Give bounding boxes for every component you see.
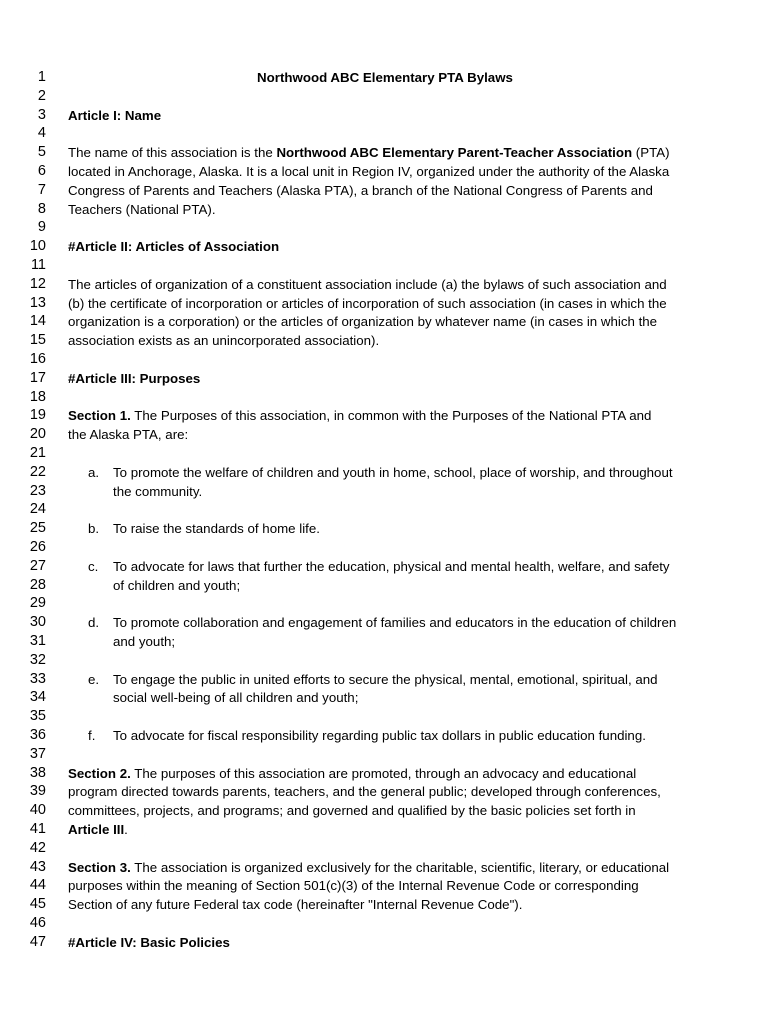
line-number: 39 [29,783,46,800]
line-17 [0,370,770,389]
article-1-heading: Article I: Name [68,107,162,123]
line-number: 26 [29,539,46,555]
line-number: 6 [37,163,46,179]
line-number: 38 [29,764,46,781]
line-37 [0,746,770,765]
document-title: Northwood ABC Elementary PTA Bylaws [257,70,513,85]
line-31 [0,633,770,652]
line-number: 34 [29,689,46,706]
line-18 [0,389,770,408]
line-26 [0,539,770,558]
line-number: 31 [29,633,46,649]
line-30 [0,614,770,633]
list-item: To promote collaboration and engagement of families and educators in the education of children [113,615,677,631]
line-number: 24 [29,501,46,518]
line-42 [0,840,770,859]
line-number: 7 [37,181,46,198]
line-16 [0,351,770,370]
line-36 [0,727,770,746]
line-11 [0,257,770,276]
line-29 [0,595,770,614]
list-marker: a. [88,464,100,480]
list-item: of children and youth; [113,577,241,593]
line-number: 40 [29,802,46,819]
article-2-text: (b) the certificate of incorporation or articles of incorporation of such association (in cases in which the [68,295,667,311]
line-20 [0,426,770,445]
line-number: 45 [29,896,46,913]
line-46 [0,915,770,934]
section-2-text: program directed towards parents, teachers, and the general public; developed through conferences, [68,784,661,800]
line-27 [0,558,770,577]
line-23 [0,483,770,502]
line-2 [0,88,770,107]
line-number: 37 [29,745,46,762]
line-39 [0,783,770,802]
line-number: 12 [29,275,46,292]
line-number: 42 [29,839,46,856]
line-22 [0,464,770,483]
article-2-text: organization is a corporation) or the articles of organization by whatever name (in cases in which the [68,314,658,330]
line-number: 1 [37,69,46,85]
list-item: social well-being of all children and youth; [113,690,359,706]
line-6 [0,163,770,182]
line-number: 18 [29,388,46,405]
line-number: 25 [29,520,46,537]
line-number: 22 [29,463,46,480]
line-1 [0,69,770,88]
article-3-heading: #Article III: Purposes [68,370,201,386]
line-4 [0,125,770,144]
line-24 [0,501,770,520]
line-number: 3 [37,106,46,123]
line-number: 21 [29,445,46,461]
section-1-text: Section 1. The Purposes of this association, in common with the Purposes of the National PTA and [68,408,652,424]
line-number: 47 [29,933,46,950]
line-14 [0,313,770,332]
list-item: and youth; [113,634,176,649]
section-3-text: Section 3. The association is organized exclusively for the charitable, scientific, literary, or educational [68,859,670,875]
line-number: 43 [29,858,46,875]
line-7 [0,182,770,201]
line-28 [0,577,770,596]
line-3 [0,107,770,126]
line-number: 2 [37,87,46,104]
line-number: 30 [29,614,46,631]
line-number: 14 [29,313,46,330]
line-number: 27 [29,557,46,574]
section-3-text: purposes within the meaning of Section 501(c)(3) of the Internal Revenue Code or corresponding [68,878,639,894]
line-number: 4 [37,125,46,142]
article-2-text: association exists as an unincorporated association). [68,333,380,349]
line-number: 11 [30,257,46,273]
line-number: 17 [29,369,46,386]
section-1-text: the Alaska PTA, are: [68,427,189,443]
list-marker: d. [88,615,100,631]
line-9 [0,219,770,238]
line-44 [0,877,770,896]
line-13 [0,295,770,314]
line-number: 19 [29,407,46,424]
line-21 [0,445,770,464]
article-1-text: The name of this association is the Northwood ABC Elementary Parent-Teacher Association (PTA) [68,145,670,161]
list-item: To advocate for fiscal responsibility regarding public tax dollars in public education funding. [113,728,646,743]
line-number: 28 [29,576,46,593]
section-3-text: Section of any future Federal tax code (hereinafter "Internal Revenue Code"). [68,897,523,913]
article-1-text: Congress of Parents and Teachers (Alaska PTA), a branch of the National Congress of Parents and [68,182,653,198]
line-32 [0,652,770,671]
line-number: 23 [29,482,46,499]
line-number: 9 [37,219,46,236]
line-47 [0,934,770,953]
line-33 [0,671,770,690]
list-marker: b. [88,521,100,537]
line-number: 36 [29,727,46,743]
line-5 [0,144,770,163]
list-item: To engage the public in united efforts to secure the physical, mental, emotional, spiritual, and [113,671,658,687]
list-item: the community. [113,483,203,499]
article-4-heading: #Article IV: Basic Policies [68,934,230,950]
line-38 [0,765,770,784]
line-number: 13 [29,294,46,311]
article-2-heading: #Article II: Articles of Association [68,239,280,255]
line-number: 15 [29,332,46,349]
line-number: 46 [29,915,46,931]
line-25 [0,520,770,539]
section-2-text: Article III. [68,822,128,837]
line-35 [0,708,770,727]
section-2-text: committees, projects, and programs; and governed and qualified by the basic policies set forth in [68,803,636,819]
section-2-text: Section 2. The purposes of this association are promoted, through an advocacy and educational [68,765,637,781]
line-41 [0,821,770,840]
line-number: 33 [29,670,46,687]
line-43 [0,859,770,878]
line-number: 35 [29,708,46,725]
line-12 [0,276,770,295]
line-number: 5 [37,144,46,161]
line-number: 41 [29,821,46,837]
line-number: 20 [29,426,46,443]
article-1-text: Teachers (National PTA). [68,201,216,217]
line-34 [0,689,770,708]
line-10 [0,238,770,257]
line-15 [0,332,770,351]
line-number: 32 [29,651,46,668]
list-item: To advocate for laws that further the education, physical and mental health, welfare, and safety [113,558,670,574]
line-number: 10 [29,238,46,255]
list-item: To raise the standards of home life. [113,521,320,537]
line-number: 16 [29,351,46,367]
list-marker: e. [88,671,100,687]
line-40 [0,802,770,821]
list-marker: c. [88,558,99,574]
article-2-text: The articles of organization of a constituent association include (a) the bylaws of such association and [68,276,667,292]
line-45 [0,896,770,915]
line-number: 29 [29,595,46,612]
line-number: 44 [29,877,46,894]
line-8 [0,201,770,220]
list-marker: f. [88,728,96,743]
article-1-text: located in Anchorage, Alaska. It is a local unit in Region IV, organized under the authority of the Alaska [68,164,670,179]
line-number: 8 [37,200,46,217]
line-19 [0,407,770,426]
list-item: To promote the welfare of children and youth in home, school, place of worship, and throughout [113,464,673,480]
